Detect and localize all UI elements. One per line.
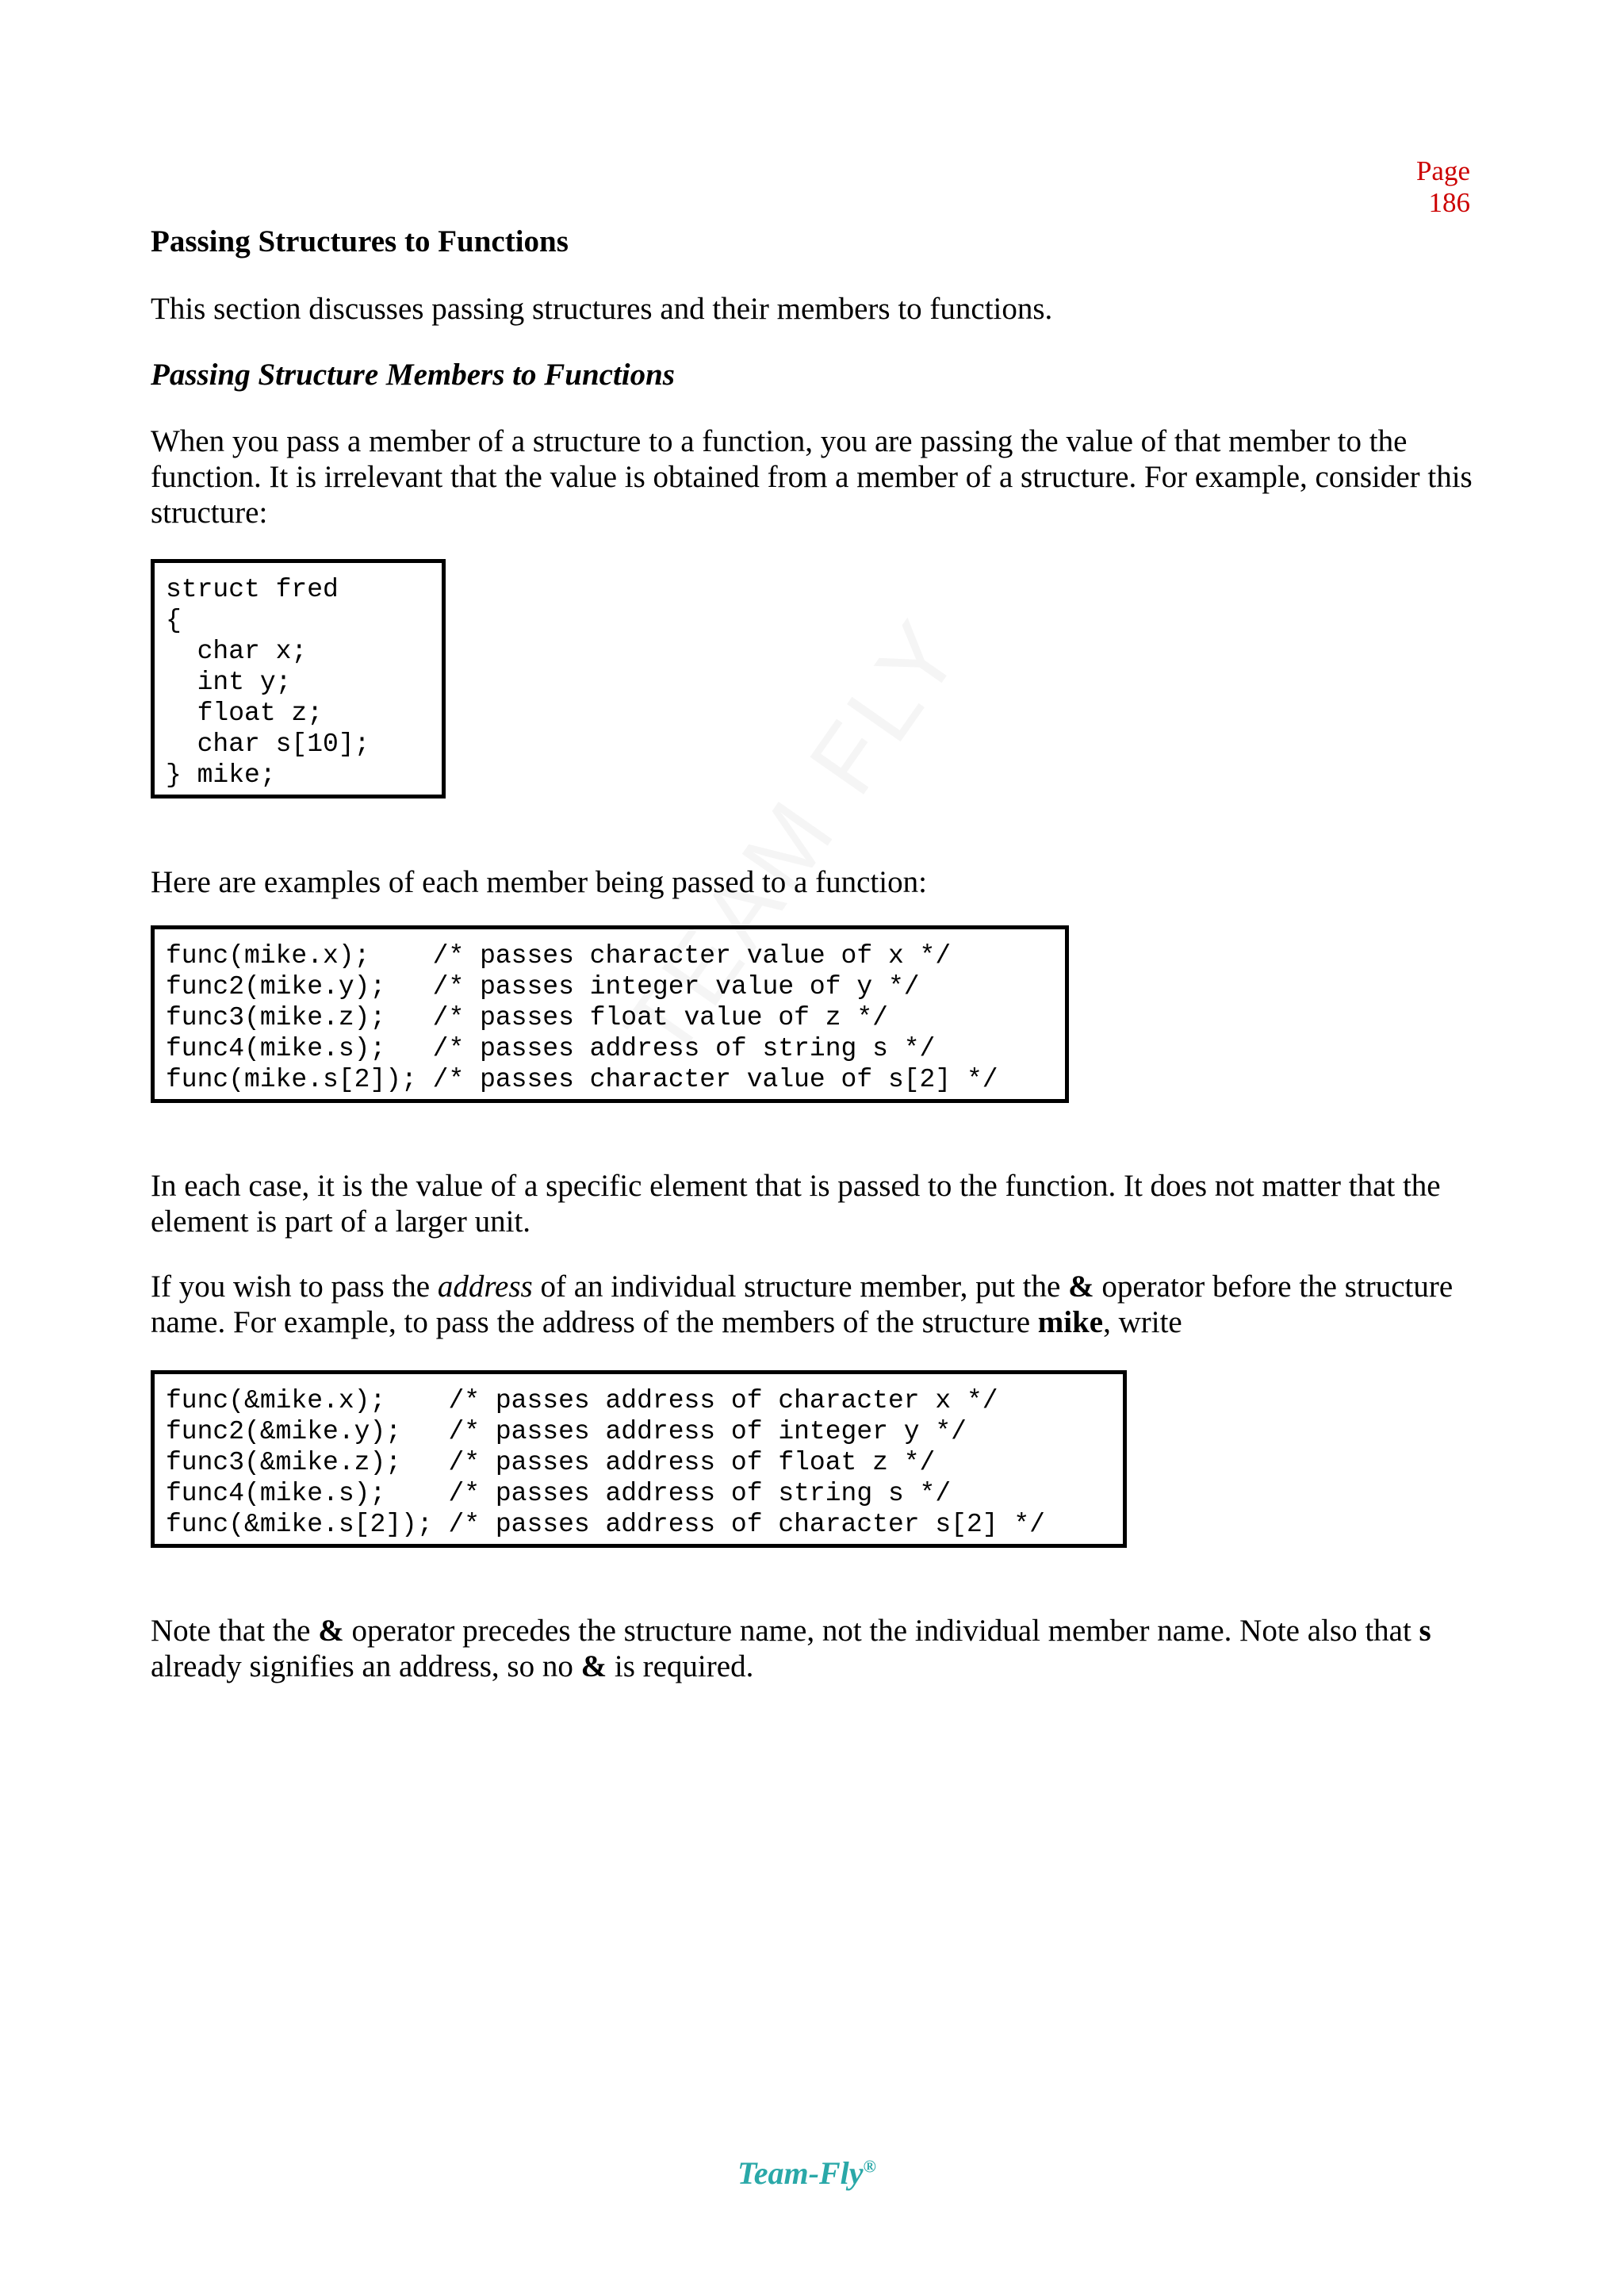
paragraph-address <box>151 1269 1483 1340</box>
intro-paragraph: This section discusses passing structures and their members to functions. <box>151 292 1053 326</box>
registered-mark: ® <box>863 2156 876 2177</box>
brand-text: Team-Fly <box>737 2155 864 2191</box>
text-run: Note that the <box>151 1614 319 1648</box>
code-line: float z; <box>166 699 324 728</box>
code-line: } mike; <box>166 760 276 790</box>
page-number: Page 186 <box>1415 155 1470 218</box>
text-run: already signifies an address, so no <box>151 1649 581 1683</box>
code-block-member-values <box>151 925 1069 1103</box>
struct-name-mike: mike <box>1037 1305 1104 1339</box>
code-line: func(&mike.s[2]); /* passes address of character s[2] */ <box>166 1510 1045 1539</box>
code-line: { <box>166 606 182 635</box>
ampersand-operator: & <box>318 1614 344 1648</box>
text-run: is required. <box>607 1649 754 1683</box>
ampersand-operator: & <box>1068 1270 1094 1304</box>
code-line: func(&mike.x); /* passes address of character x */ <box>166 1386 998 1415</box>
code-block-struct <box>151 559 446 798</box>
member-name-s: s <box>1419 1614 1431 1648</box>
text-run: operator before the structure name. For example, to pass the address of the members of the structure <box>151 1270 1454 1339</box>
code-line: func2(mike.y); /* passes integer value of y */ <box>166 972 920 1001</box>
code-line: func3(&mike.z); /* passes address of float z */ <box>166 1448 936 1477</box>
subsection-heading: Passing Structure Members to Functions <box>151 358 675 392</box>
code-block-member-addresses <box>151 1370 1127 1548</box>
code-line: func(mike.s[2]); /* passes character value of s[2] */ <box>166 1065 998 1094</box>
code-line: func4(mike.s); /* passes address of string s */ <box>166 1034 936 1063</box>
emphasis-address: address <box>437 1270 533 1304</box>
code-line: char x; <box>166 637 308 666</box>
paragraph-note <box>151 1613 1483 1684</box>
footer-brand <box>737 2154 876 2192</box>
code-line: struct fred <box>166 575 339 604</box>
code-line: int y; <box>166 668 292 697</box>
text-run: , write <box>1103 1305 1182 1339</box>
code-line: func2(&mike.y); /* passes address of integer y */ <box>166 1417 967 1446</box>
code-line: func3(mike.z); /* passes float value of z */ <box>166 1003 888 1032</box>
text-run: of an individual structure member, put the <box>532 1270 1069 1304</box>
ampersand-operator: & <box>580 1649 607 1683</box>
paragraph-examples: Here are examples of each member being passed to a function: <box>151 865 927 899</box>
paragraph-member-passing: When you pass a member of a structure to a function, you are passing the value of that member to the function. It is irrelevant that the value is obtained from a member of a structure. For example, consider this structure: <box>151 424 1473 530</box>
paragraph-each-case: In each case, it is the value of a specific element that is passed to the function. It does not matter that the element is part of a larger unit. <box>151 1169 1441 1239</box>
code-line: func(mike.x); /* passes character value of x */ <box>166 941 952 971</box>
text-run: If you wish to pass the <box>151 1270 438 1304</box>
text-run: operator precedes the structure name, not the individual member name. Note also that <box>343 1614 1419 1648</box>
code-line: func4(mike.s); /* passes address of string s */ <box>166 1479 952 1508</box>
code-line: char s[10]; <box>166 730 370 759</box>
section-heading: Passing Structures to Functions <box>151 224 569 259</box>
